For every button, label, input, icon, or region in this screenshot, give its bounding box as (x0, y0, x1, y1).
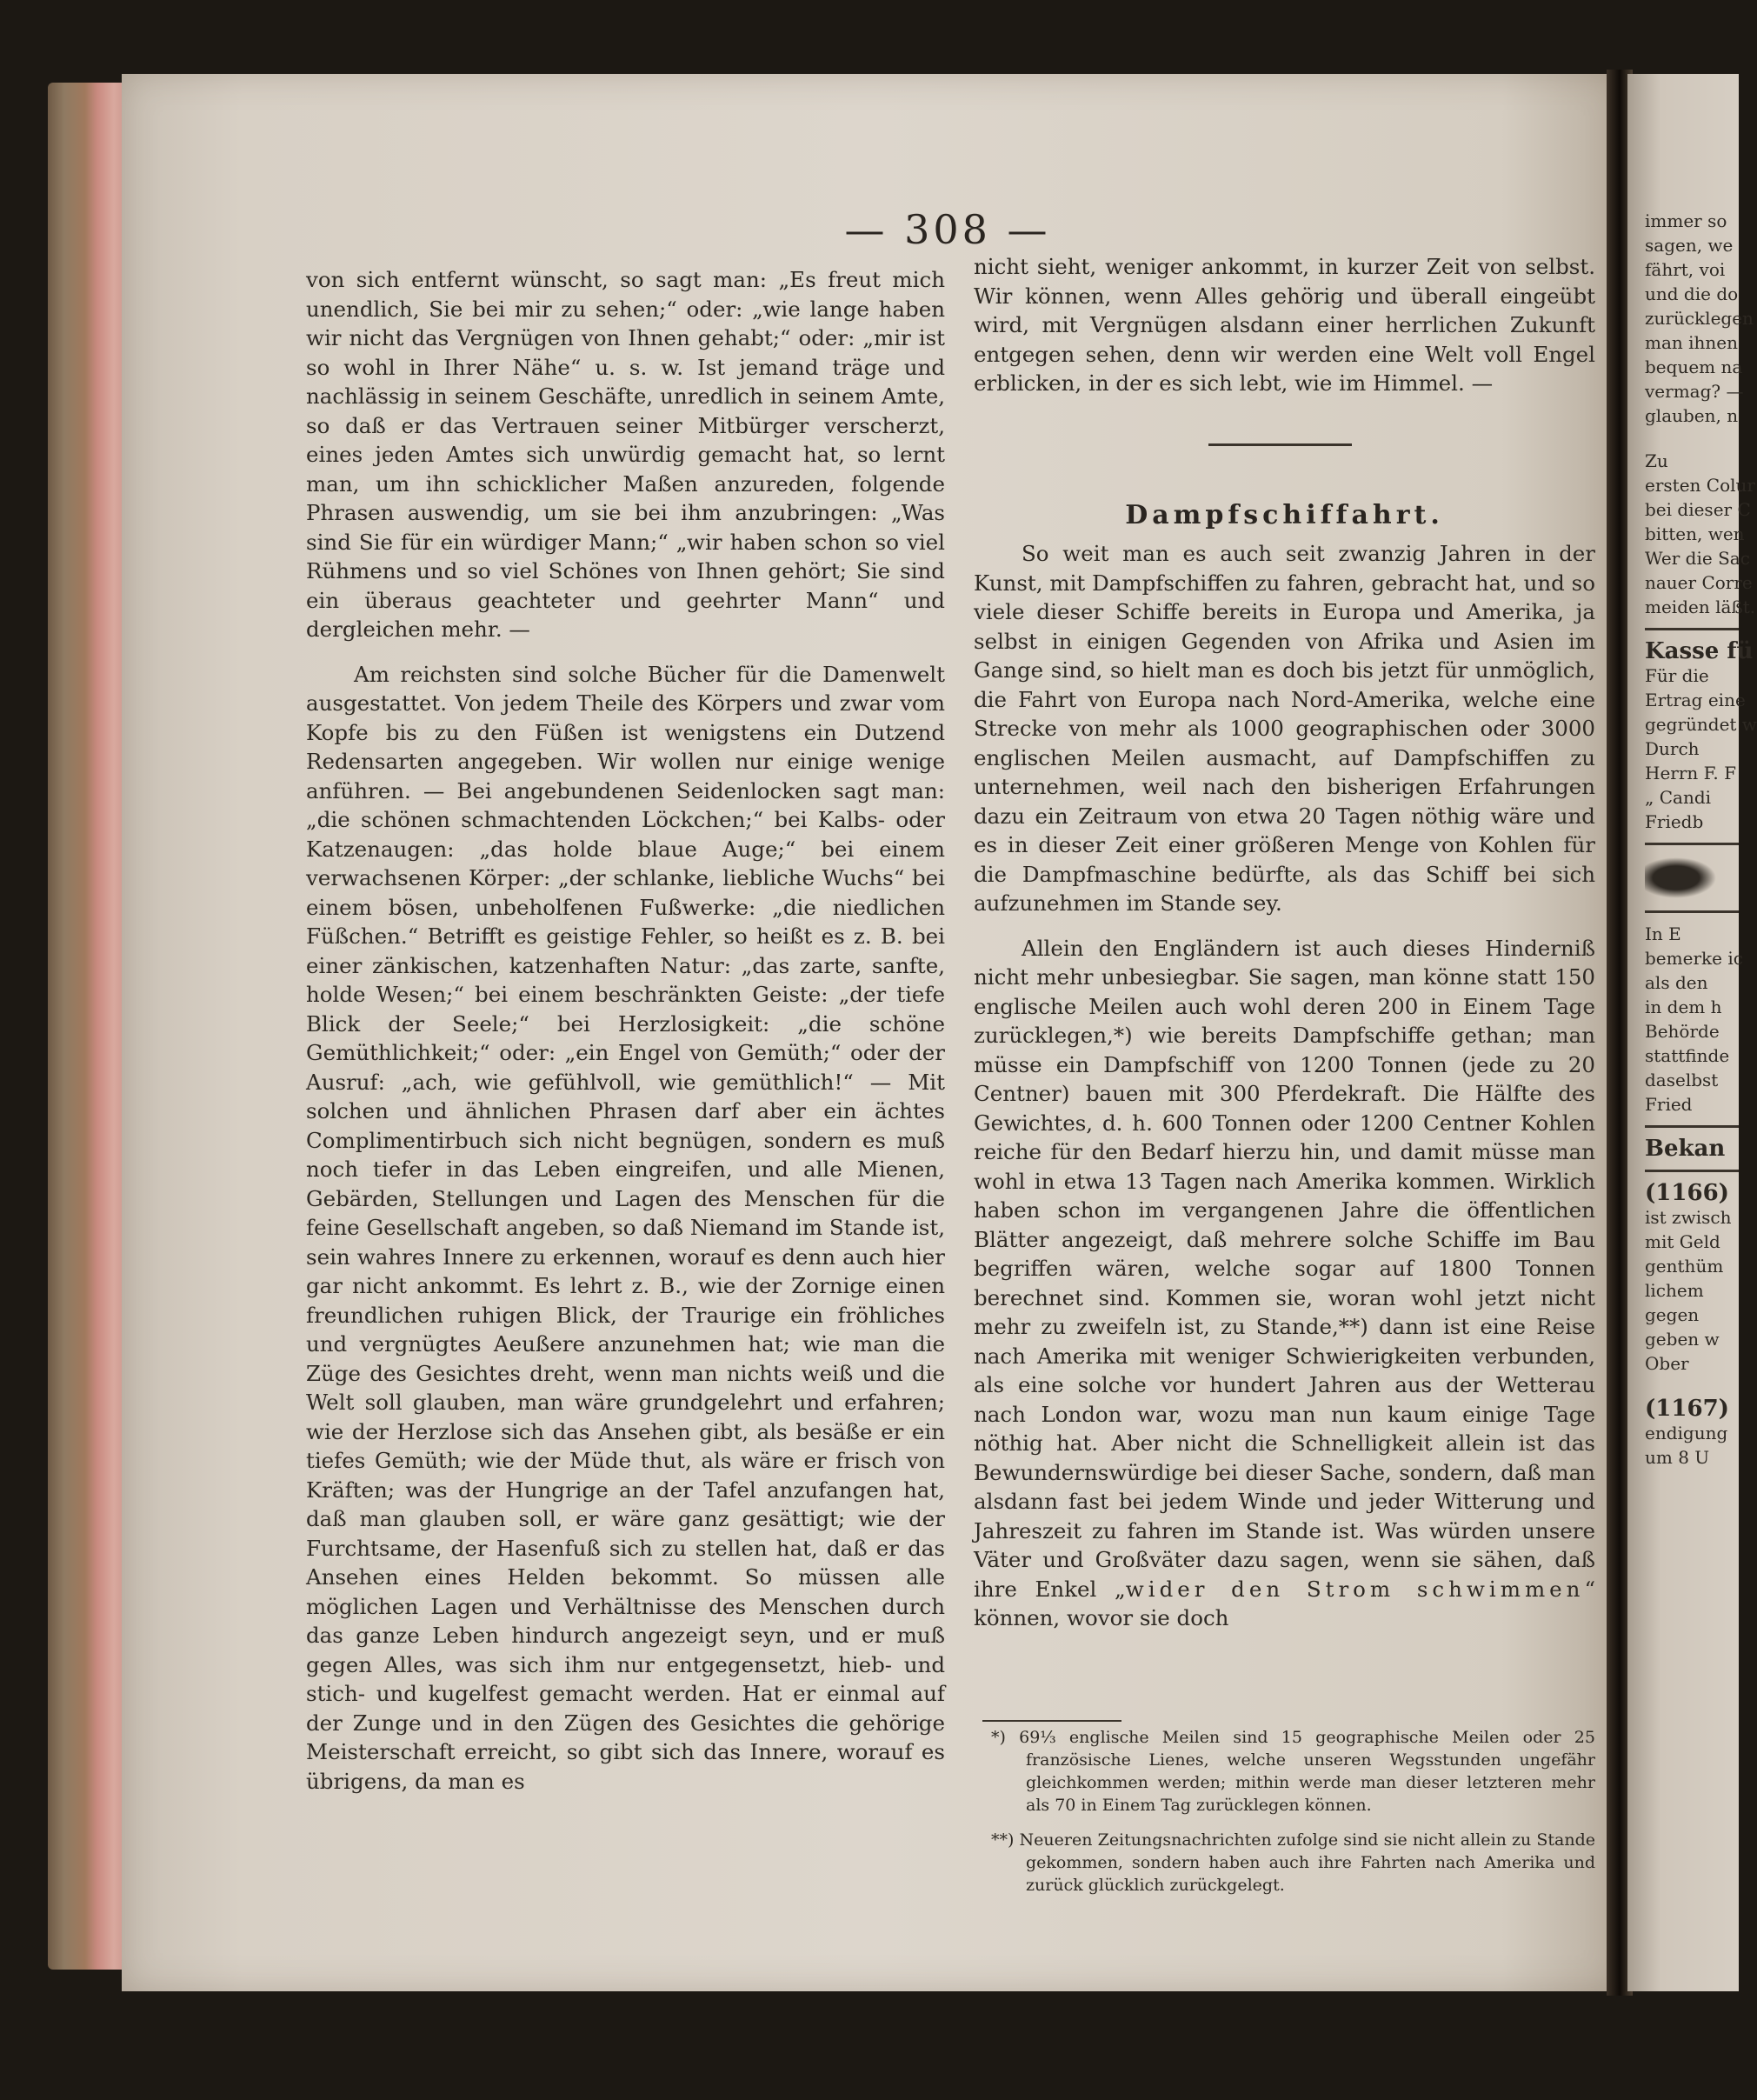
fragment-line: Ober (1645, 1353, 1689, 1374)
fragment-line: meiden läßt. (1645, 597, 1756, 617)
fragment-line: Für die (1645, 665, 1709, 686)
fragment-line: Herrn F. F (1645, 763, 1736, 783)
fragment-line: gegründet w (1645, 714, 1757, 735)
fragment-line: bei dieser C (1645, 499, 1751, 520)
fragment-divider (1645, 1125, 1739, 1128)
fragment-line: ist zwisch (1645, 1207, 1732, 1228)
emphasized-phrase: wider den Strom schwimmen (1125, 1576, 1585, 1602)
fragment-line: genthüm (1645, 1256, 1724, 1277)
right-continuation-paragraph: nicht sieht, weniger ankommt, in kurzer Zeit von selbst. Wir können, wenn Alles gehörig und überall eingeübt wird, mit Vergnügen alsdann einer herrlichen Zukunft entgegen sehen, denn wir werden eine Welt voll Engel erblicken, in der es sich lebt, wie im Himmel. — (974, 254, 1595, 396)
fragment-number: (1167) (1645, 1396, 1729, 1422)
article-paragraph-1: So weit man es auch seit zwanzig Jahren in der Kunst, mit Dampfschiffen zu fahren, gebracht hat, und so viele dieser Schiffe bereits in Europa und Amerika, ja selbst in einigen Gegenden von Afrika und Asien im Gange sind, so hielt man es doch bis jetzt für unmöglich, die Fahrt von Europa nach Nord-Amerika, welche eine Strecke von mehr als 1000 geographischen oder 3000 englischen Meilen ausmacht, auf Dampfschiffen zu unternehmen, weil nach den bisherigen Erfahrungen dazu ein Zeitraum von etwa 20 Tagen nöthig wäre und es in dieser Zeit einer größeren Menge von Kohlen für die Dampfmaschine bedürfte, als das Schiff bei sich aufzunehmen im Stande sey. (974, 541, 1595, 916)
spacer (1645, 428, 1739, 449)
fragment-line: Behörde (1645, 1021, 1720, 1042)
fragment-divider (1645, 843, 1739, 845)
article-body (974, 539, 1595, 1696)
fragment-number: (1166) (1645, 1180, 1729, 1206)
fragment-line: lichem (1645, 1280, 1704, 1301)
fragment-line: mit Geld (1645, 1231, 1720, 1252)
fragment-line: bitten, wen (1645, 523, 1745, 544)
fragment-line: In E (1645, 923, 1681, 944)
article-paragraph-2-end: “ können, wovor sie doch (974, 1576, 1595, 1630)
left-column (306, 265, 945, 1935)
fragment-line: man ihnen (1645, 332, 1739, 353)
fragment-line: Friedb (1645, 811, 1704, 832)
fragment-line: „ Candi (1645, 787, 1712, 808)
fragment-line: zurücklegen (1645, 308, 1754, 329)
fragment-line: als den (1645, 972, 1708, 993)
fragment-divider (1645, 1170, 1739, 1172)
fragment-line: geben w (1645, 1329, 1720, 1350)
article-paragraph-2 (974, 934, 1595, 1633)
fragment-line: Ertrag eine (1645, 690, 1746, 710)
fragment-divider (1645, 628, 1739, 630)
fragment-line: glauben, n (1645, 405, 1739, 426)
footnote-rule (982, 1720, 1121, 1722)
fragment-line: in dem h (1645, 997, 1722, 1017)
left-paragraph-1: von sich entfernt wünscht, so sagt man: „Es freut mich unendlich, Sie bei mir zu sehen;“ oder: „wie lange haben wir nicht das Vergnügen von Ihnen gehabt;“ oder: „mir ist so wohl in Ihrer Nähe“ u. s. w. Ist jemand träge und nachlässig in seinem Geschäfte, unredlich in seinem Amte, so daß er das Vertrauen seiner Mitbürger verscherzt, eines jeden Amtes sich unwürdig gemacht hat, so lernt man, um ihn schicklicher Maßen anzureden, folgende Phrasen auswendig, um sie bei ihm anzubringen: „Was sind Sie für ein würdiger Mann;“ „wir haben schon so viel Rühmens und so viel Schönes von Ihnen gehört; Sie sind ein überaus geachteter und geehrter Mann“ und dergleichen mehr. — (306, 267, 945, 642)
next-page-column (1645, 209, 1757, 1948)
fragment-heading: Kasse fü (1645, 638, 1754, 664)
fragment-line: ersten Colur (1645, 475, 1755, 496)
fragment-line: sagen, we (1645, 235, 1734, 256)
fragment-divider (1645, 910, 1739, 913)
fragment-line: daselbst (1645, 1070, 1719, 1090)
footnote-2: **) Neueren Zeitungsnachrichten zufolge sind sie nicht allein zu Stande gekommen, sondern haben auch ihre Fahrten nach Amerika und zurück glücklich zurückgelegt. (991, 1830, 1595, 1895)
fragment-line: fährt, voi (1645, 259, 1726, 280)
fragment-line: bemerke ic (1645, 948, 1743, 969)
spacer (1645, 1376, 1739, 1397)
footnote-1: *) 69⅓ englische Meilen sind 15 geographische Meilen oder 25 französische Lienes, welche unseren Wegsstunden ungefähr gleichkommen werden; mithin werde man dieser letzteren mehr als 70 in Einem Tag zurücklegen können. (991, 1728, 1595, 1815)
page-number: — 308 — (844, 206, 1051, 253)
fragment-line: Zu (1645, 450, 1668, 471)
fragment-line: endigung (1645, 1423, 1728, 1443)
fragment-line: und die do (1645, 283, 1739, 304)
book-page-edges (48, 83, 130, 1970)
fragment-line: immer so (1645, 210, 1727, 231)
hand-pointer-icon (1645, 854, 1723, 902)
fragment-line: stattfinde (1645, 1045, 1730, 1066)
fragment-line: Wer die Sac (1645, 548, 1750, 569)
article-paragraph-2-text: Allein den Engländern ist auch dieses Hinderniß nicht mehr unbesiegbar. Sie sagen, man könne statt 150 englische Meilen auch wohl deren 200 in Einem Tage zurücklegen,*) wie bereits Dampfschiffe gethan; man müsse ein Dampfschiff von 1200 Tonnen (jede zu 20 Centner) bauen mit 300 Pferdekraft. Die Hälfte des Gewichtes, d. h. 600 Tonnen oder 1200 Centner Kohlen reiche für den Bedarf hierzu hin, und damit müsse man wohl in etwa 13 Tagen nach Amerika kommen. Wirklich haben schon im vergangenen Jahre die öffentlichen Blätter angezeigt, daß mehrere solche Schiffe im Bau begriffen wären, welche sogar auf 1800 Tonnen berechnet sind. Kommen sie, woran wohl jetzt nicht mehr zu zweifeln ist, zu Stande,**) dann ist eine Reise nach Amerika mit weniger Schwierigkeiten verbunden, als eine solche vor hundert Jahren aus der Wetterau nach London war, wozu man nun kaum einige Tage nöthig hat. Aber nicht die Schnelligkeit allein ist das Bewundernswürdige bei dieser Sache, sondern, daß man alsdann fast bei jedem Winde und jeder Witterung und Jahreszeit zu fahren im Stande ist. Was würden unsere Väter und Großväter dazu sagen, wenn sie sähen, daß ihre Enkel „ (974, 935, 1595, 1602)
fragment-heading: Bekan (1645, 1136, 1726, 1162)
fragment-line: vermag? — (1645, 381, 1744, 402)
fragment-line: gegen (1645, 1304, 1700, 1325)
fragment-line: bequem na (1645, 357, 1743, 377)
article-heading: Dampfschiffahrt. (1125, 500, 1444, 530)
section-divider (1208, 443, 1352, 446)
fragment-line: um 8 U (1645, 1447, 1710, 1468)
footnotes (991, 1726, 1595, 1909)
right-column-continuation (974, 252, 1595, 443)
left-paragraph-2: Am reichsten sind solche Bücher für die Damenwelt ausgestattet. Von jedem Theile des Körpers und zwar vom Kopfe bis zu den Füßen ist wenigstens ein Dutzend Redensarten angegeben. Wir wollen nur einige wenige anführen. — Bei angebundenen Seidenlocken sagt man: „die schönen schmachtenden Löckchen;“ bei Kalbs- oder Katzenaugen: „das holde blaue Auge;“ bei einem verwachsenen Körper: „der schlanke, liebliche Wuchs“ bei einem bösen, unbeholfenen Fußwerke: „die niedlichen Füßchen.“ Betrifft es geistige Fehler, so heißt es z. B. bei einer zänkischen, katzenhaften Natur: „das zarte, sanfte, holde Wesen;“ bei einem beschränkten Geiste: „der tiefe Blick der Seele;“ bei Herzlosigkeit: „die schöne Gemüthlichkeit;“ oder: „ein Engel von Gemüth;“ oder der Ausruf: „ach, wie gefühlvoll, wie gemüthlich!“ — Mit solchen und ähnlichen Phrasen darf aber ein ächtes Complimentirbuch sich nicht begnügen, sondern es muß noch tiefer in das Leben eingreifen, und alle Mienen, Gebärden, Stellungen und Lagen des Menschen für die feine Gesellschaft angeben, so daß Niemand im Stande ist, sein wahres Innere zu erkennen, worauf es denn auch hier gar nicht ankommt. Es lehrt z. B., wie der Zornige einen freundlichen ruhigen Blick, der Traurige ein fröhliches und vergnügtes Aeußere anzunehmen hat; wie man die Züge des Gesichtes dreht, wenn man nichts weiß und die Welt soll glauben, man wäre grundgelehrt und erfahren; wie der Herzlose sich das Ansehen gibt, als besäße er ein tiefes Gemüth; wie der Müde thut, als wäre er frisch von Kräften; was der Hungrige an der Tafel anzufangen hat, daß man glauben soll, er wäre ganz gesättigt; wie der Furchtsame, der Hasenfuß sich zu stellen hat, daß er das Ansehen eines Helden bekommt. So müssen alle möglichen Lagen und Verhältnisse des Menschen durch das ganze Leben hindurch angezeigt seyn, und er muß gegen Alles, was sich ihm nur entgegensetzt, hieb- und stich- und kugelfest gemacht werden. Hat er einmal auf der Zunge und in den Zügen des Gesichtes die gehörige Meisterschaft erreicht, so gibt sich das Innere, worauf es übrigens, da man es (306, 661, 945, 1794)
fragment-line: Fried (1645, 1094, 1693, 1115)
fragment-line: Durch (1645, 738, 1700, 759)
fragment-line: nauer Corre (1645, 572, 1753, 593)
